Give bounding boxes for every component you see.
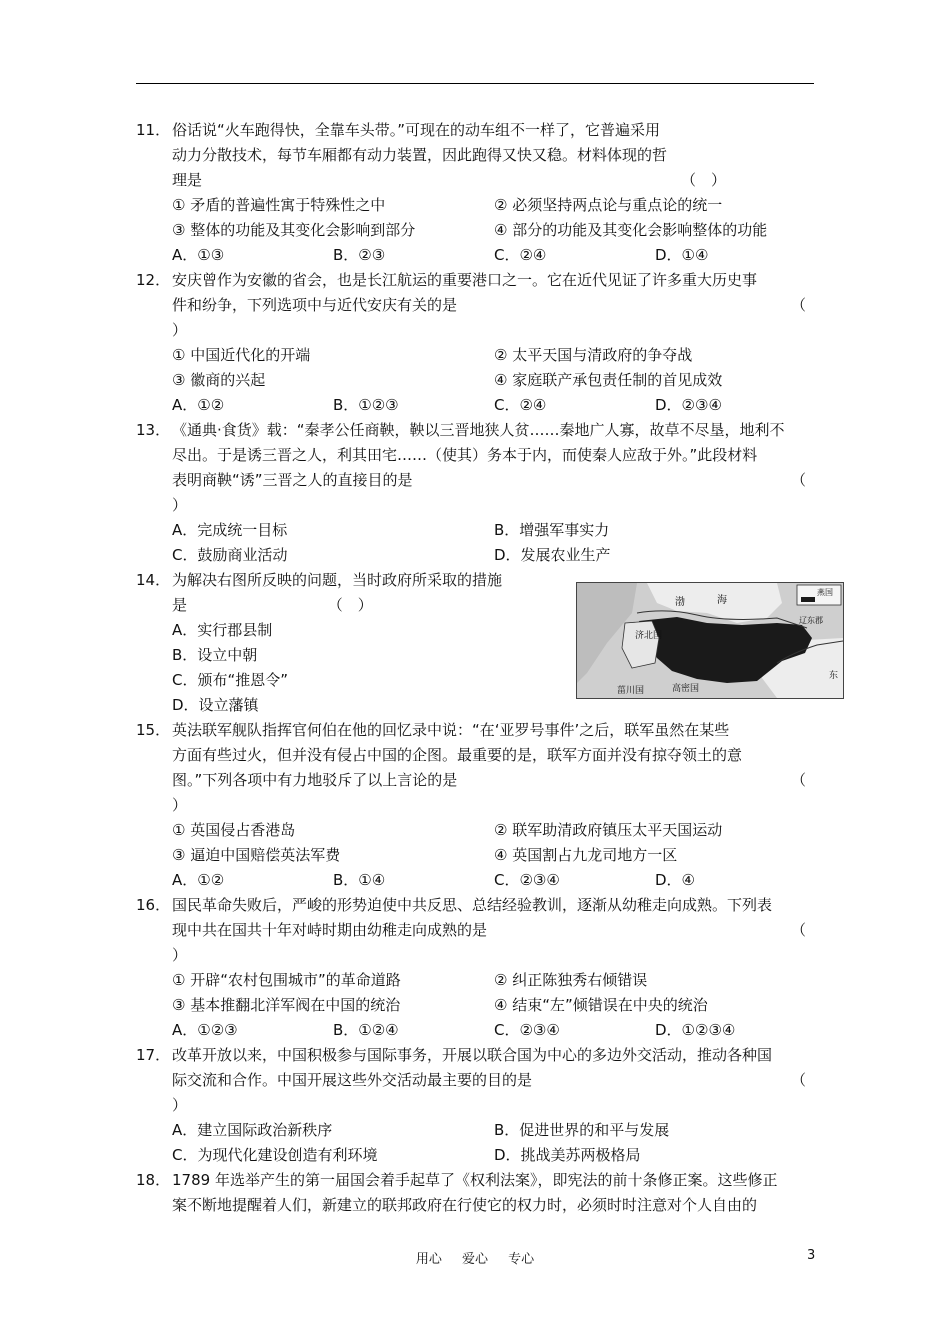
choice-d: D．设立藩镇 — [172, 696, 259, 714]
legend-swatch — [801, 597, 815, 602]
choice-c: C．鼓励商业活动 — [172, 546, 288, 564]
statement-option: ④ 英国割占九龙司地方一区 — [494, 846, 678, 864]
choice-a: A．建立国际政治新秩序 — [172, 1121, 333, 1139]
statement-option: ③ 整体的功能及其变化会影响到部分 — [172, 221, 416, 239]
choice-b: B．增强军事实力 — [494, 521, 610, 539]
question-text-line: 1789 年选举产生的第一届国会着手起草了《权利法案》，即宪法的前十条修正案。这些修正 — [172, 1171, 778, 1189]
question-text-line: 理是 （ ） — [172, 168, 816, 193]
choice-a: A．①②③ — [172, 1021, 238, 1039]
statement-option: ② 太平天国与清政府的争夺战 — [494, 346, 693, 364]
question-13 — [136, 418, 816, 568]
choice-b: B．①②④ — [333, 1021, 399, 1039]
statement-option: ④ 家庭联产承包责任制的首见成效 — [494, 371, 723, 389]
question-text-line: 件和纷争，下列选项中与近代安庆有关的是 （ — [172, 293, 816, 318]
question-number: 13． — [136, 421, 171, 439]
option-row — [172, 543, 816, 568]
statement-option: ② 必须坚持两点论与重点论的统一 — [494, 196, 723, 214]
statement-option: ② 联军助清政府镇压太平天国运动 — [494, 821, 723, 839]
choice-c: C．②④ — [494, 246, 547, 264]
question-text-line: 改革开放以来，中国积极参与国际事务，开展以联合国为中心的多边外交活动，推动各种国 — [172, 1046, 773, 1064]
option-row — [172, 818, 816, 843]
choice-a: A．①② — [172, 871, 225, 889]
choice-row — [172, 393, 816, 418]
question-number: 14． — [136, 571, 171, 589]
answer-paren-close: ） — [172, 321, 188, 339]
choice-d: D．①④ — [655, 246, 709, 264]
answer-paren-close: ） — [172, 946, 188, 964]
answer-paren-close: ） — [172, 496, 188, 514]
map-label: 东 — [829, 671, 839, 681]
statement-option: ① 英国侵占香港岛 — [172, 821, 296, 839]
choice-row — [172, 243, 816, 268]
choice-c: C．②④ — [494, 396, 547, 414]
map-label: 海 — [717, 595, 727, 606]
statement-option: ④ 部分的功能及其变化会影响整体的功能 — [494, 221, 768, 239]
choice-d: D．①②③④ — [655, 1021, 736, 1039]
question-text-line: 现中共在国共十年对峙时期由幼稚走向成熟的是 （ — [172, 918, 816, 943]
map-label: 燕国 — [817, 588, 833, 597]
option-row — [172, 368, 816, 393]
choice-b: B．①②③ — [333, 396, 399, 414]
choice-a: A．完成统一目标 — [172, 521, 288, 539]
question-text-line: 安庆曾作为安徽的省会，也是长江航运的重要港口之一。它在近代见证了许多重大历史事 — [172, 271, 758, 289]
question-text-line: 国民革命失败后，严峻的形势迫使中共反思、总结经验教训，逐渐从幼稚走向成熟。下列表 — [172, 896, 773, 914]
option-row — [172, 218, 816, 243]
question-11 — [136, 118, 816, 268]
statement-option: ① 中国近代化的开端 — [172, 346, 311, 364]
question-number: 16． — [136, 896, 171, 914]
answer-paren-close: ） — [172, 1096, 188, 1114]
question-number: 12． — [136, 271, 171, 289]
choice-c: C．为现代化建设创造有利环境 — [172, 1146, 378, 1164]
map-label: 渤 — [675, 597, 685, 608]
option-row — [172, 1143, 816, 1168]
question-text-line: 英法联军舰队指挥官何伯在他的回忆录中说：“在‘亚罗号事件’之后，联军虽然在某些 — [172, 721, 730, 739]
answer-paren-close: ） — [172, 796, 188, 814]
option-row — [172, 193, 816, 218]
question-18 — [136, 1168, 816, 1218]
statement-option: ② 纠正陈独秀右倾错误 — [494, 971, 648, 989]
option-row — [172, 993, 816, 1018]
choice-c: C．颁布“推恩令” — [172, 671, 289, 689]
answer-parenthesis: （ ） — [680, 171, 726, 189]
option-row — [172, 518, 816, 543]
choice-b: B．促进世界的和平与发展 — [494, 1121, 670, 1139]
question-text-line: 为解决右图所反映的问题，当时政府所采取的措施 — [172, 571, 503, 589]
question-number: 18． — [136, 1171, 171, 1189]
question-number: 11． — [136, 121, 171, 139]
choice-d: D．发展农业生产 — [494, 546, 611, 564]
answer-paren-open: （ — [790, 771, 806, 789]
question-text-line: 案不断地提醒着人们，新建立的联邦政府在行使它的权力时，必须时时注意对个人自由的 — [172, 1196, 758, 1214]
choice-c: C．②③④ — [494, 1021, 560, 1039]
option-row — [172, 343, 816, 368]
question-text-line: 际交流和合作。中国开展这些外交活动最主要的目的是 （ — [172, 1068, 816, 1093]
option-row — [172, 843, 816, 868]
statement-option: ① 矛盾的普遍性寓于特殊性之中 — [172, 196, 386, 214]
question-number: 17． — [136, 1046, 171, 1064]
statement-option: ③ 基本推翻北洋军阀在中国的统治 — [172, 996, 401, 1014]
map-label: 菑川国 — [617, 686, 645, 696]
option-row — [172, 1118, 816, 1143]
question-text-line: 《通典·食货》载：“秦孝公任商鞅，鞅以三晋地狭人贫……秦地广人寡，故草不尽垦，地利不 — [172, 421, 785, 439]
choice-b: B．设立中朝 — [172, 646, 258, 664]
choice-a: A．①③ — [172, 246, 225, 264]
question-number: 15． — [136, 721, 171, 739]
answer-paren-open: （ — [790, 471, 806, 489]
option-row — [172, 968, 816, 993]
statement-option: ③ 徽商的兴起 — [172, 371, 266, 389]
statement-option: ① 开辟“农村包围城市”的革命道路 — [172, 971, 401, 989]
question-text-line: 是 （ ） — [172, 596, 373, 614]
header-rule — [136, 83, 814, 84]
statement-option: ④ 结束“左”倾错误在中央的统治 — [494, 996, 708, 1014]
footer-item: 专心 — [508, 1252, 535, 1267]
question-15 — [136, 718, 816, 893]
footer-item: 爱心 — [461, 1252, 488, 1267]
map-label: 辽东郡 — [799, 616, 823, 625]
page-number: 3 — [807, 1248, 816, 1263]
footer-item: 用心 — [415, 1252, 442, 1267]
map-label: 济北国 — [635, 631, 663, 641]
choice-a: A．①② — [172, 396, 225, 414]
choice-d: D．②③④ — [655, 396, 722, 414]
question-text-line: 尽出。于是诱三晋之人，利其田宅……（使其）务本于内，而使秦人应敌于外。”此段材料 — [172, 446, 758, 464]
choice-row — [172, 1018, 816, 1043]
question-text-line: 动力分散技术，每节车厢都有动力装置，因此跑得又快又稳。材料体现的哲 — [172, 146, 668, 164]
choice-d: D．④ — [655, 871, 695, 889]
question-text-line: 方面有些过火，但并没有侵占中国的企图。最重要的是，联军方面并没有掠夺领土的意 — [172, 746, 743, 764]
question-17 — [136, 1043, 816, 1168]
question-text-line: 表明商鞅“诱”三晋之人的直接目的是 （ — [172, 468, 816, 493]
choice-b: B．②③ — [333, 246, 386, 264]
map-label: 高密国 — [672, 684, 700, 694]
question-text-line: 俗话说“火车跑得快，全靠车头带。”可现在的动车组不一样了，它普遍采用 — [172, 121, 661, 139]
question-12 — [136, 268, 816, 418]
question-text-line: 图。”下列各项中有力地驳斥了以上言论的是 （ — [172, 768, 816, 793]
choice-row — [172, 868, 816, 893]
choice-b: B．①④ — [333, 871, 386, 889]
statement-option: ③ 逼迫中国赔偿英法军费 — [172, 846, 341, 864]
answer-paren-open: （ — [790, 296, 806, 314]
choice-d: D．挑战美苏两极格局 — [494, 1146, 641, 1164]
map-graphic — [577, 583, 843, 698]
answer-paren-open: （ — [790, 1071, 806, 1089]
choice-c: C．②③④ — [494, 871, 560, 889]
answer-paren-open: （ — [790, 921, 806, 939]
question-16 — [136, 893, 816, 1043]
historical-map-figure — [576, 582, 844, 699]
choice-a: A．实行郡县制 — [172, 621, 273, 639]
answer-parenthesis: （ ） — [327, 596, 373, 614]
